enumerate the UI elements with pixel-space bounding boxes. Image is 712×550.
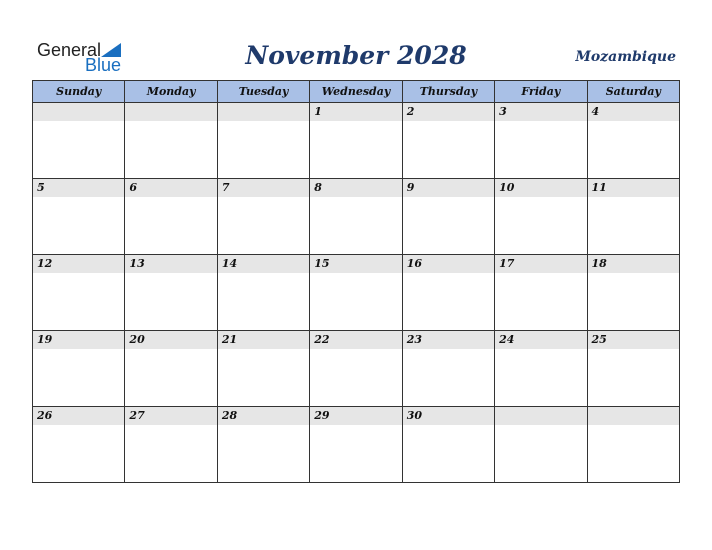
day-cell xyxy=(33,255,125,331)
day-cell xyxy=(402,255,494,331)
day-cell xyxy=(402,179,494,255)
day-number: 21 xyxy=(218,331,309,349)
day-cell xyxy=(495,331,587,407)
day-cell xyxy=(217,179,309,255)
day-cell xyxy=(217,103,309,179)
day-cell xyxy=(587,103,679,179)
day-cell xyxy=(217,331,309,407)
day-cell xyxy=(402,103,494,179)
day-cell xyxy=(587,331,679,407)
day-number xyxy=(33,103,124,121)
day-cell xyxy=(587,407,679,483)
day-cell xyxy=(310,255,402,331)
day-number: 7 xyxy=(218,179,309,197)
day-cell xyxy=(33,179,125,255)
day-number: 28 xyxy=(218,407,309,425)
day-cell xyxy=(33,103,125,179)
day-cell xyxy=(217,407,309,483)
day-number: 3 xyxy=(495,103,586,121)
day-number: 10 xyxy=(495,179,586,197)
weekday-header-row xyxy=(33,81,680,103)
week-row xyxy=(33,331,680,407)
day-cell xyxy=(402,407,494,483)
day-number: 27 xyxy=(125,407,216,425)
day-cell xyxy=(495,103,587,179)
day-number: 26 xyxy=(33,407,124,425)
weekday-tuesday: Tuesday xyxy=(217,81,309,103)
month-grid xyxy=(32,80,680,483)
day-cell xyxy=(33,331,125,407)
day-cell xyxy=(495,255,587,331)
day-cell xyxy=(310,407,402,483)
day-number: 29 xyxy=(310,407,401,425)
week-row xyxy=(33,255,680,331)
day-cell xyxy=(495,179,587,255)
day-cell xyxy=(310,331,402,407)
day-number: 23 xyxy=(403,331,494,349)
day-cell xyxy=(587,255,679,331)
day-cell xyxy=(587,179,679,255)
day-number xyxy=(588,407,679,425)
day-number: 22 xyxy=(310,331,401,349)
weekday-thursday: Thursday xyxy=(402,81,494,103)
day-cell xyxy=(125,255,217,331)
weekday-saturday: Saturday xyxy=(587,81,679,103)
generalblue-logo xyxy=(37,40,137,74)
day-number: 16 xyxy=(403,255,494,273)
day-number: 6 xyxy=(125,179,216,197)
day-number: 13 xyxy=(125,255,216,273)
day-number xyxy=(495,407,586,425)
day-cell xyxy=(125,331,217,407)
day-number: 20 xyxy=(125,331,216,349)
day-number: 8 xyxy=(310,179,401,197)
day-cell xyxy=(402,331,494,407)
day-number: 19 xyxy=(33,331,124,349)
day-number: 9 xyxy=(403,179,494,197)
weekday-wednesday: Wednesday xyxy=(310,81,402,103)
weekday-monday: Monday xyxy=(125,81,217,103)
day-cell xyxy=(125,179,217,255)
day-cell xyxy=(33,407,125,483)
day-cell xyxy=(310,179,402,255)
day-number: 11 xyxy=(588,179,679,197)
day-number: 18 xyxy=(588,255,679,273)
day-cell xyxy=(310,103,402,179)
day-cell xyxy=(217,255,309,331)
day-number: 2 xyxy=(403,103,494,121)
logo-general-text: General xyxy=(37,40,102,60)
day-cell xyxy=(125,103,217,179)
weekday-sunday: Sunday xyxy=(33,81,125,103)
day-number: 12 xyxy=(33,255,124,273)
week-row xyxy=(33,407,680,483)
country-label: Mozambique xyxy=(575,49,676,65)
day-cell xyxy=(495,407,587,483)
day-number: 14 xyxy=(218,255,309,273)
day-number: 15 xyxy=(310,255,401,273)
day-cell xyxy=(125,407,217,483)
day-number: 1 xyxy=(310,103,401,121)
day-number: 25 xyxy=(588,331,679,349)
week-row xyxy=(33,179,680,255)
day-number: 24 xyxy=(495,331,586,349)
week-row xyxy=(33,103,680,179)
day-number: 4 xyxy=(588,103,679,121)
day-number xyxy=(125,103,216,121)
logo-blue-text: Blue xyxy=(85,55,122,75)
day-number: 5 xyxy=(33,179,124,197)
day-number xyxy=(218,103,309,121)
day-number: 30 xyxy=(403,407,494,425)
page-title: November 2028 xyxy=(245,41,467,70)
weekday-friday: Friday xyxy=(495,81,587,103)
day-number: 17 xyxy=(495,255,586,273)
